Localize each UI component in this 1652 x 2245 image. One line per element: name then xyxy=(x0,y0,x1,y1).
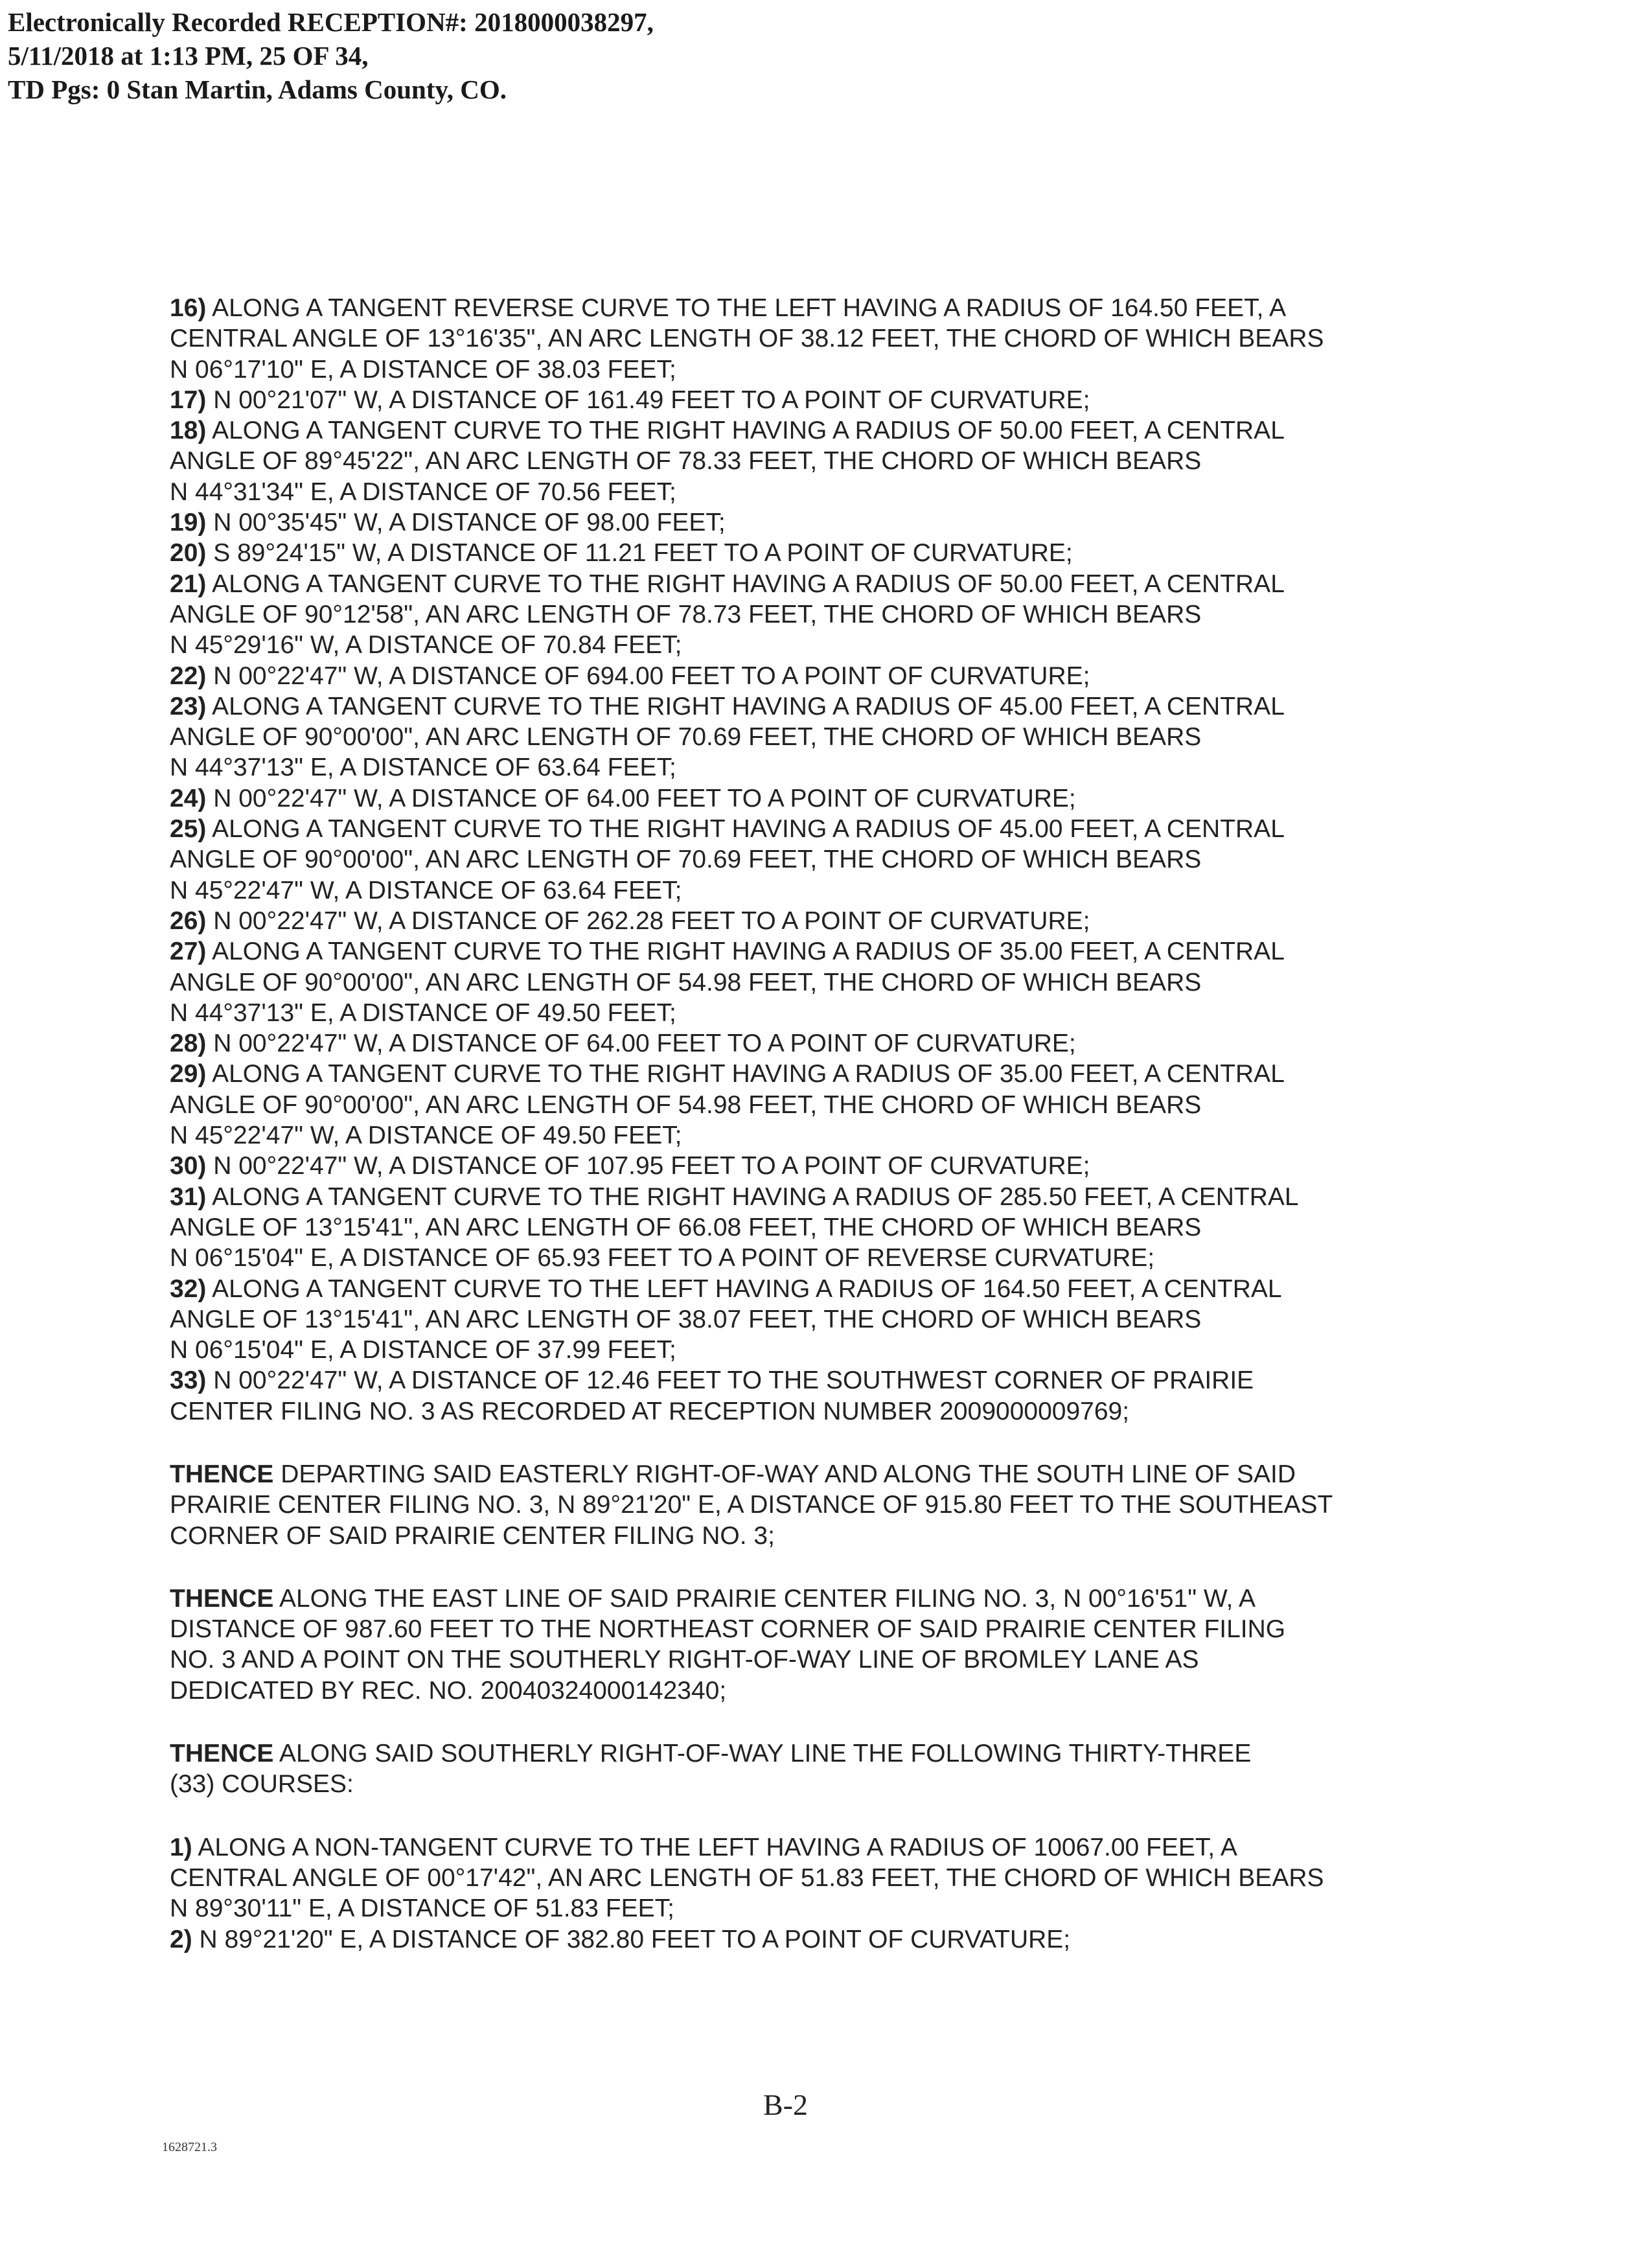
course-line xyxy=(170,1304,1465,1335)
thence-paragraph-line xyxy=(170,1644,1465,1675)
course-text: ALONG A TANGENT CURVE TO THE RIGHT HAVING A RADIUS OF 35.00 FEET, A CENTRAL xyxy=(212,1060,1285,1088)
thence-paragraph-line xyxy=(170,1583,1465,1614)
stamp-line-reception: Electronically Recorded RECEPTION#: 2018000038297, xyxy=(8,7,654,37)
course-text: ALONG A TANGENT CURVE TO THE RIGHT HAVING A RADIUS OF 285.50 FEET, A CENTRAL xyxy=(212,1182,1299,1211)
thence-paragraph-lead: THENCE xyxy=(170,1584,274,1613)
course-text: ANGLE OF 90°00'00", AN ARC LENGTH OF 54.98 FEET, THE CHORD OF WHICH BEARS xyxy=(170,968,1202,996)
course-line xyxy=(170,630,1465,660)
course-lead: 16) xyxy=(170,294,207,322)
course-text: N 06°17'10" E, A DISTANCE OF 38.03 FEET; xyxy=(170,355,676,384)
course-text: ANGLE OF 90°00'00", AN ARC LENGTH OF 54.98 FEET, THE CHORD OF WHICH BEARS xyxy=(170,1090,1202,1119)
course-text: N 00°22'47" W, A DISTANCE OF 262.28 FEET TO A POINT OF CURVATURE; xyxy=(213,906,1090,935)
course-line xyxy=(170,1396,1465,1427)
course-line xyxy=(170,569,1465,599)
course-text: CENTER FILING NO. 3 AS RECORDED AT RECEPTION NUMBER 2009000009769; xyxy=(170,1397,1130,1425)
course-line xyxy=(170,1182,1465,1212)
course-lead: 28) xyxy=(170,1030,207,1058)
course-text: ANGLE OF 13°15'41", AN ARC LENGTH OF 38.07 FEET, THE CHORD OF WHICH BEARS xyxy=(170,1305,1202,1333)
course-line xyxy=(170,844,1465,875)
course-text: ALONG A TANGENT CURVE TO THE RIGHT HAVING A RADIUS OF 50.00 FEET, A CENTRAL xyxy=(212,570,1285,598)
course-line xyxy=(170,354,1465,385)
course-lead: 24) xyxy=(170,784,207,812)
course-text: N 44°37'13" E, A DISTANCE OF 63.64 FEET; xyxy=(170,754,676,782)
thence-paragraph-line xyxy=(170,1675,1465,1706)
thence-paragraph-line xyxy=(170,1769,1465,1799)
thence-paragraph-lead: THENCE xyxy=(170,1460,274,1488)
course-line xyxy=(170,783,1465,814)
thence-paragraph-text: (33) COURSES: xyxy=(170,1770,354,1799)
course-text: N 00°22'47" W, A DISTANCE OF 694.00 FEET TO A POINT OF CURVATURE; xyxy=(213,662,1090,690)
course-lead: 2) xyxy=(170,1925,192,1953)
course-line xyxy=(170,477,1465,507)
course-line xyxy=(170,507,1465,538)
paragraph-gap xyxy=(170,1427,1465,1459)
thence-paragraph-text: DEDICATED BY REC. NO. 20040324000142340; xyxy=(170,1676,727,1705)
thence-paragraph-text: DEPARTING SAID EASTERLY RIGHT-OF-WAY AND ALONG THE SOUTH LINE OF SAID xyxy=(281,1460,1296,1488)
thence-paragraph-line xyxy=(170,1738,1465,1769)
course-text: ALONG A TANGENT CURVE TO THE LEFT HAVING A RADIUS OF 164.50 FEET, A CENTRAL xyxy=(212,1274,1282,1303)
course-line xyxy=(170,538,1465,568)
thence-paragraph-lead: THENCE xyxy=(170,1740,274,1768)
course-line xyxy=(170,936,1465,967)
course-text: ALONG A TANGENT CURVE TO THE RIGHT HAVING A RADIUS OF 45.00 FEET, A CENTRAL xyxy=(212,692,1285,720)
course-line xyxy=(170,1924,1465,1955)
course-line xyxy=(170,415,1465,446)
course-text: N 45°29'16" W, A DISTANCE OF 70.84 FEET; xyxy=(170,631,682,660)
course-text: N 89°30'11" E, A DISTANCE OF 51.83 FEET; xyxy=(170,1894,674,1923)
course-line xyxy=(170,1028,1465,1059)
legal-description xyxy=(170,293,1465,1955)
course-line xyxy=(170,906,1465,936)
course-text: ANGLE OF 90°00'00", AN ARC LENGTH OF 70.69 FEET, THE CHORD OF WHICH BEARS xyxy=(170,846,1202,874)
page-number: B-2 xyxy=(763,2088,808,2121)
course-line xyxy=(170,1365,1465,1396)
course-text: N 45°22'47" W, A DISTANCE OF 49.50 FEET; xyxy=(170,1122,682,1150)
course-text: ANGLE OF 89°45'22", AN ARC LENGTH OF 78.33 FEET, THE CHORD OF WHICH BEARS xyxy=(170,447,1202,476)
course-lead: 25) xyxy=(170,815,207,844)
course-text: N 00°21'07" W, A DISTANCE OF 161.49 FEET TO A POINT OF CURVATURE; xyxy=(213,386,1090,414)
thence-paragraph-line xyxy=(170,1614,1465,1644)
course-lead: 23) xyxy=(170,692,207,720)
course-lead: 33) xyxy=(170,1366,207,1395)
course-lead: 30) xyxy=(170,1152,207,1180)
course-line xyxy=(170,323,1465,354)
course-line xyxy=(170,1832,1465,1863)
course-text: N 00°22'47" W, A DISTANCE OF 12.46 FEET TO THE SOUTHWEST CORNER OF PRAIRIE xyxy=(213,1366,1254,1395)
course-text: ALONG A NON-TANGENT CURVE TO THE LEFT HAVING A RADIUS OF 10067.00 FEET, A xyxy=(198,1833,1237,1861)
course-text: ANGLE OF 90°00'00", AN ARC LENGTH OF 70.69 FEET, THE CHORD OF WHICH BEARS xyxy=(170,723,1202,752)
course-line xyxy=(170,1863,1465,1893)
course-line xyxy=(170,1151,1465,1181)
course-line xyxy=(170,446,1465,476)
thence-paragraph-text: PRAIRIE CENTER FILING NO. 3, N 89°21'20" E, A DISTANCE OF 915.80 FEET TO THE SOUTHEAST xyxy=(170,1491,1333,1519)
paragraph-gap xyxy=(170,1706,1465,1738)
course-line xyxy=(170,752,1465,783)
course-text: CENTRAL ANGLE OF 00°17'42", AN ARC LENGTH OF 51.83 FEET, THE CHORD OF WHICH BEARS xyxy=(170,1863,1324,1892)
thence-paragraph-line xyxy=(170,1459,1465,1490)
course-lead: 31) xyxy=(170,1182,207,1211)
thence-paragraph-text: DISTANCE OF 987.60 FEET TO THE NORTHEAST CORNER OF SAID PRAIRIE CENTER FILING xyxy=(170,1615,1286,1644)
course-lead: 18) xyxy=(170,417,207,445)
course-text: CENTRAL ANGLE OF 13°16'35", AN ARC LENGTH OF 38.12 FEET, THE CHORD OF WHICH BEARS xyxy=(170,325,1324,353)
course-line xyxy=(170,691,1465,722)
course-line xyxy=(170,1274,1465,1304)
course-lead: 26) xyxy=(170,906,207,935)
course-line xyxy=(170,1335,1465,1365)
course-text: N 06°15'04" E, A DISTANCE OF 37.99 FEET; xyxy=(170,1336,676,1364)
course-line xyxy=(170,1120,1465,1151)
thence-paragraph-text: ALONG SAID SOUTHERLY RIGHT-OF-WAY LINE THE FOLLOWING THIRTY-THREE xyxy=(279,1740,1252,1768)
course-lead: 19) xyxy=(170,509,207,537)
course-lead: 29) xyxy=(170,1060,207,1088)
course-text: N 45°22'47" W, A DISTANCE OF 63.64 FEET; xyxy=(170,876,682,904)
thence-paragraph-line xyxy=(170,1521,1465,1551)
course-text: N 89°21'20" E, A DISTANCE OF 382.80 FEET TO A POINT OF CURVATURE; xyxy=(199,1925,1071,1953)
course-text: N 00°35'45" W, A DISTANCE OF 98.00 FEET; xyxy=(213,509,726,537)
course-line xyxy=(170,967,1465,998)
course-lead: 17) xyxy=(170,386,207,414)
course-line xyxy=(170,1212,1465,1243)
course-line xyxy=(170,599,1465,630)
course-text: N 00°22'47" W, A DISTANCE OF 107.95 FEET TO A POINT OF CURVATURE; xyxy=(213,1152,1090,1180)
paragraph-gap xyxy=(170,1551,1465,1583)
course-text: ALONG A TANGENT REVERSE CURVE TO THE LEFT HAVING A RADIUS OF 164.50 FEET, A xyxy=(212,294,1287,322)
paragraph-gap xyxy=(170,1800,1465,1832)
course-lead: 21) xyxy=(170,570,207,598)
course-line xyxy=(170,1893,1465,1924)
course-line xyxy=(170,1059,1465,1089)
thence-paragraph-text: CORNER OF SAID PRAIRIE CENTER FILING NO. 3; xyxy=(170,1521,775,1550)
course-text: ALONG A TANGENT CURVE TO THE RIGHT HAVING A RADIUS OF 45.00 FEET, A CENTRAL xyxy=(212,815,1285,844)
course-line xyxy=(170,722,1465,752)
course-line xyxy=(170,998,1465,1028)
document-id: 1628721.3 xyxy=(162,2140,217,2154)
course-line xyxy=(170,875,1465,906)
course-text: ANGLE OF 90°12'58", AN ARC LENGTH OF 78.73 FEET, THE CHORD OF WHICH BEARS xyxy=(170,600,1202,628)
thence-paragraph-line xyxy=(170,1490,1465,1520)
course-lead: 27) xyxy=(170,938,207,966)
course-line xyxy=(170,661,1465,691)
course-text: N 44°31'34" E, A DISTANCE OF 70.56 FEET; xyxy=(170,478,676,506)
course-text: ANGLE OF 13°15'41", AN ARC LENGTH OF 66.08 FEET, THE CHORD OF WHICH BEARS xyxy=(170,1213,1202,1241)
course-line xyxy=(170,1243,1465,1273)
course-text: ALONG A TANGENT CURVE TO THE RIGHT HAVING A RADIUS OF 50.00 FEET, A CENTRAL xyxy=(212,417,1285,445)
course-line xyxy=(170,293,1465,323)
course-text: ALONG A TANGENT CURVE TO THE RIGHT HAVING A RADIUS OF 35.00 FEET, A CENTRAL xyxy=(212,938,1285,966)
course-line xyxy=(170,1090,1465,1120)
course-lead: 20) xyxy=(170,539,207,568)
course-lead: 22) xyxy=(170,662,207,690)
course-lead: 1) xyxy=(170,1833,192,1861)
thence-paragraph-text: NO. 3 AND A POINT ON THE SOUTHERLY RIGHT-OF-WAY LINE OF BROMLEY LANE AS xyxy=(170,1646,1199,1674)
recording-stamp xyxy=(8,5,654,106)
course-text: S 89°24'15" W, A DISTANCE OF 11.21 FEET TO A POINT OF CURVATURE; xyxy=(213,539,1073,568)
course-text: N 44°37'13" E, A DISTANCE OF 49.50 FEET; xyxy=(170,998,676,1027)
course-line xyxy=(170,385,1465,415)
thence-paragraph-text: ALONG THE EAST LINE OF SAID PRAIRIE CENTER FILING NO. 3, N 00°16'51" W, A xyxy=(279,1584,1256,1613)
stamp-line-county: TD Pgs: 0 Stan Martin, Adams County, CO. xyxy=(8,75,507,104)
course-lead: 32) xyxy=(170,1274,207,1303)
course-text: N 06°15'04" E, A DISTANCE OF 65.93 FEET TO A POINT OF REVERSE CURVATURE; xyxy=(170,1244,1155,1272)
course-text: N 00°22'47" W, A DISTANCE OF 64.00 FEET TO A POINT OF CURVATURE; xyxy=(213,784,1076,812)
course-line xyxy=(170,814,1465,844)
course-text: N 00°22'47" W, A DISTANCE OF 64.00 FEET TO A POINT OF CURVATURE; xyxy=(213,1030,1076,1058)
stamp-line-date: 5/11/2018 at 1:13 PM, 25 OF 34, xyxy=(8,41,369,71)
